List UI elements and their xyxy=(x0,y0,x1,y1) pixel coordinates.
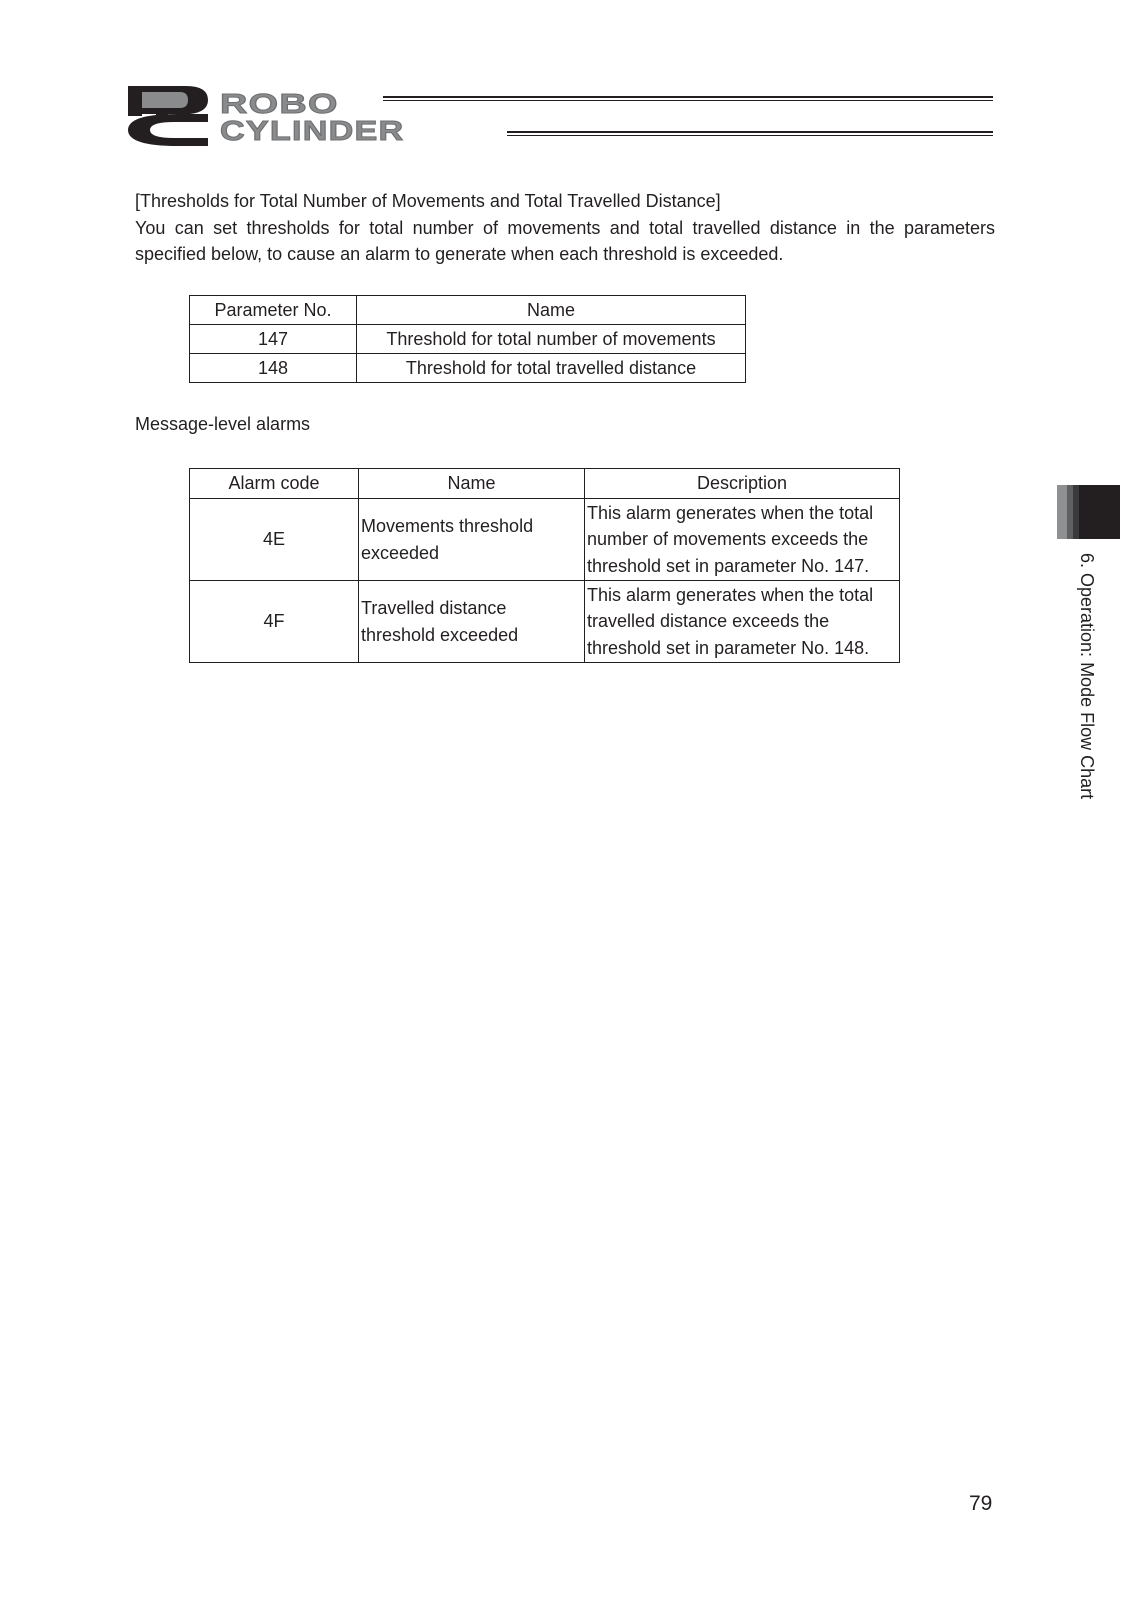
column-header: Name xyxy=(359,469,585,499)
column-header: Name xyxy=(357,296,746,325)
parameter-number: 147 xyxy=(190,325,357,354)
column-header: Alarm code xyxy=(190,469,359,499)
table-header-row xyxy=(190,469,900,499)
column-header: Parameter No. xyxy=(190,296,357,325)
table-header-row xyxy=(190,296,746,325)
alarm-section-label: Message-level alarms xyxy=(135,414,311,434)
header-rule-top xyxy=(383,96,993,101)
tab-block xyxy=(1079,485,1120,539)
parameter-table xyxy=(189,295,746,383)
logo-text-cylinder: CYLINDER xyxy=(220,115,405,146)
parameter-name: Threshold for total travelled distance xyxy=(357,354,746,383)
alarm-description: This alarm generates when the total number of movements exceeds the threshold set in parameter No. 147. xyxy=(585,499,900,581)
chapter-label: 6. Operation: Mode Flow Chart xyxy=(1077,553,1097,800)
alarm-code: 4E xyxy=(190,499,359,581)
parameter-name: Threshold for total number of movements xyxy=(357,325,746,354)
chapter-tab xyxy=(1057,485,1132,539)
table-row xyxy=(190,499,900,581)
table-row xyxy=(190,581,900,663)
parameter-number: 148 xyxy=(190,354,357,383)
alarm-name: Movements threshold exceeded xyxy=(359,499,585,581)
alarm-description: This alarm generates when the total travelled distance exceeds the threshold set in parameter No. 148. xyxy=(585,581,900,663)
alarm-name: Travelled distance threshold exceeded xyxy=(359,581,585,663)
table-row xyxy=(190,325,746,354)
section-paragraph: You can set thresholds for total number of movements and total travelled distance in the parameters specified below, to cause an alarm to generate when each threshold is exceeded. xyxy=(135,217,995,264)
table-row xyxy=(190,354,746,383)
page-number: 79 xyxy=(969,1492,993,1515)
intro-text xyxy=(135,188,995,268)
section-heading: [Thresholds for Total Number of Movements and Total Travelled Distance] xyxy=(135,191,721,211)
header-rule-bottom xyxy=(507,131,993,136)
column-header: Description xyxy=(585,469,900,499)
rc-logo-icon xyxy=(128,86,224,146)
alarm-code: 4F xyxy=(190,581,359,663)
logo-text-robo: ROBO xyxy=(220,88,339,119)
alarm-table xyxy=(189,468,900,663)
tab-stripe xyxy=(1057,485,1067,539)
